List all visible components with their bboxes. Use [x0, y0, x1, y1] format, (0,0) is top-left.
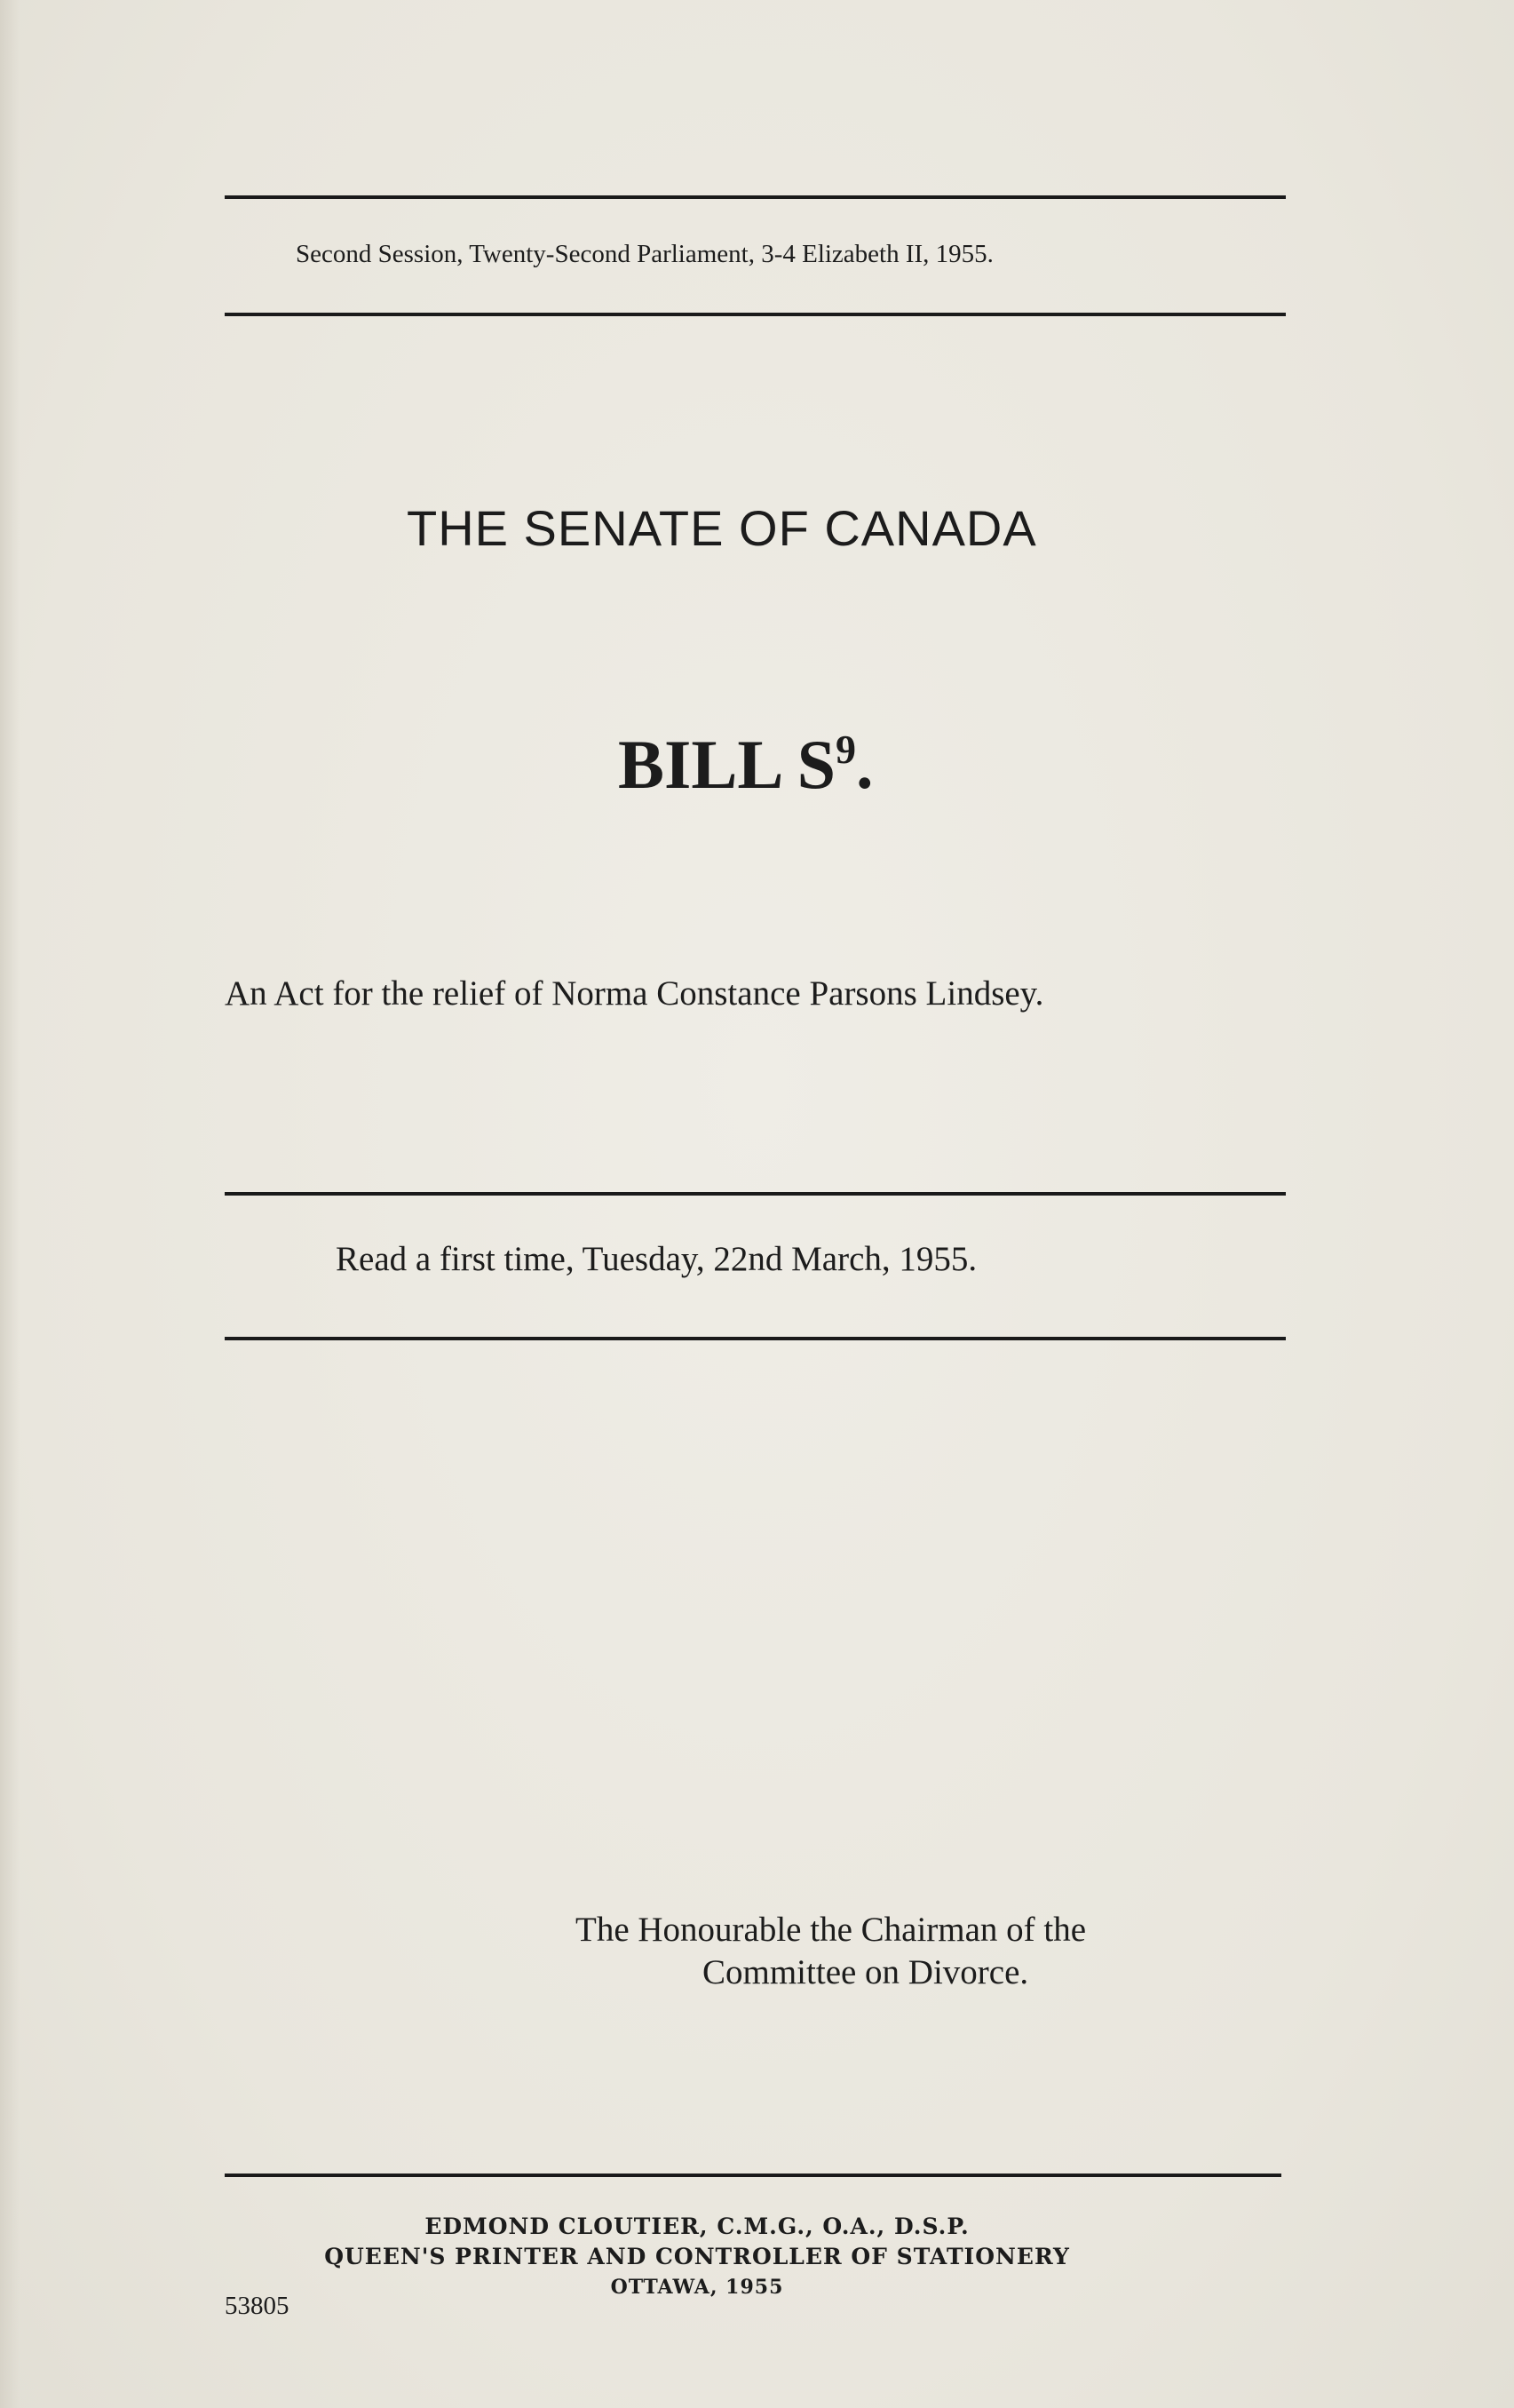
printer-name: EDMOND CLOUTIER, C.M.G., O.A., D.S.P. — [424, 2213, 970, 2239]
footer-rule — [225, 2174, 1281, 2177]
first-reading-line: Read a first time, Tuesday, 22nd March, 1955. — [336, 1240, 978, 1278]
sponsor-line-2: Committee on Divorce. — [702, 1953, 1029, 1991]
printer-city: OTTAWA, 1955 — [610, 2276, 784, 2299]
sponsor-line-1: The Honourable the Chairman of the — [575, 1911, 1087, 1949]
top-rule — [225, 195, 1286, 199]
reading-bottom-rule — [225, 1337, 1286, 1340]
printer-title: QUEEN'S PRINTER AND CONTROLLER OF STATIONERY — [324, 2244, 1070, 2269]
print-number: 53805 — [225, 2292, 289, 2320]
bill-number — [618, 725, 874, 805]
printer-imprint — [231, 2212, 1163, 2302]
header-bottom-rule — [225, 313, 1286, 316]
senate-heading: THE SENATE OF CANADA — [407, 500, 1037, 556]
bill-period: . — [856, 726, 874, 803]
act-title: An Act for the relief of Norma Constance Parsons Lindsey. — [225, 974, 1044, 1013]
page-edge-shadow — [0, 0, 20, 2408]
session-line: Second Session, Twenty-Second Parliament, 3-4 Elizabeth II, 1955. — [296, 240, 994, 268]
bill-superscript: 9 — [836, 727, 857, 772]
bill-label: BILL S — [618, 726, 836, 803]
reading-top-rule — [225, 1192, 1286, 1196]
